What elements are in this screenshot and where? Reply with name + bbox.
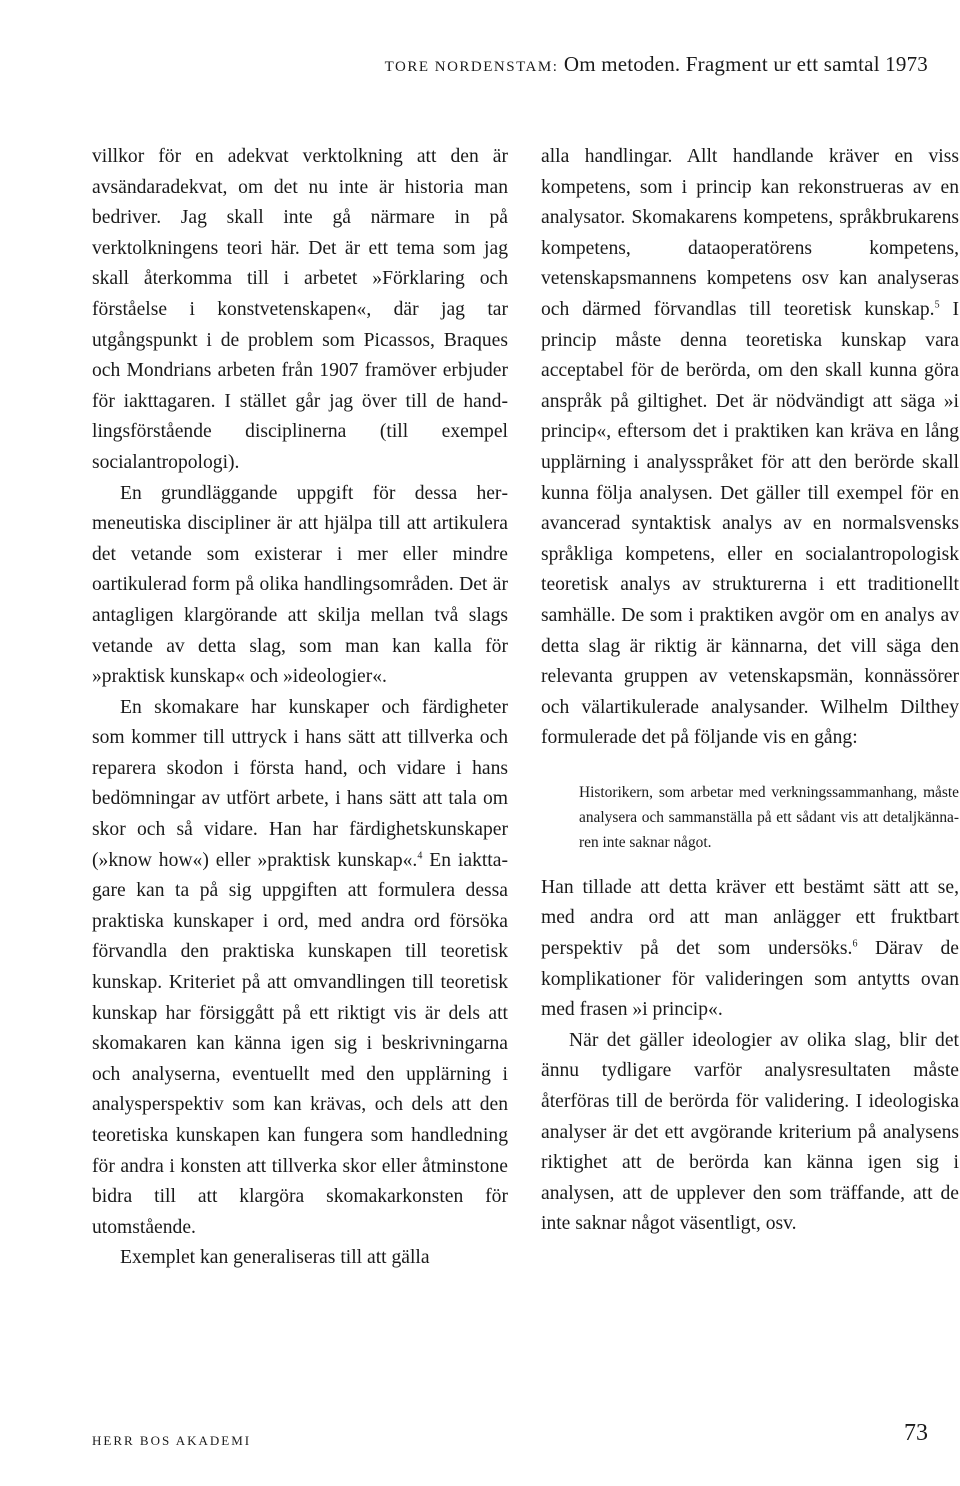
- header-title: Om metoden. Fragment ur ett samtal 1973: [563, 52, 928, 76]
- block-quote: Historikern, som arbetar med verkningssammanhang, måste analysera och sammanställa på ett sådant vis att detaljkänna- ren inte saknar något.: [579, 783, 959, 851]
- right-paragraph-3: När det gäller ideologier av olika slag, blir det ännu tydligare varför analysresultaten måste återföras till de berörda för validering. I ideologiska analyser är det ett avgörande kriterium på analysens riktighet att de berörda kan känna igen sig i analysen, att de upplever den som träffande, att de inte saknar något väsentligt, osv.: [541, 1029, 959, 1235]
- header-author: TORE NORDENSTAM:: [384, 59, 559, 75]
- right-paragraph-2: [541, 873, 959, 1026]
- running-header: [385, 52, 928, 77]
- left-paragraph-3-part-1: En skomakare har kunskaper och färdigheter som kommer till uttryck i hans sätt att tillverka och reparera skodon i första hand, och vidare i hans bedömningar av utfört arbete, i hans sätt att tala om skor och så vidare. Han har färdighetskunskaper (»know how«) eller »praktisk kunskap«.: [92, 696, 508, 871]
- right-paragraph-2-part-1: Han tillade att detta kräver ett bestämt sätt att se, med andra ord att man anlägger ett fruktbart perspektiv på det som undersöks.: [541, 876, 959, 960]
- left-paragraph-3: [92, 693, 508, 1244]
- right-paragraph-1: [541, 142, 959, 754]
- left-paragraph-4: Exemplet kan generaliseras till att gälla: [120, 1247, 430, 1269]
- left-paragraph-2: En grundläggande uppgift för dessa hermeneutiska discipliner är att hjälpa till att artikulera det vetande som existerar i mer eller mindre oartikulerad form på olika handlingsområden. Det är antagligen klargörande att skilja mellan två slags vetande av detta slag, som man kan kalla för »praktisk kunskap« och »ideologier«.: [92, 482, 508, 688]
- right-paragraph-2-part-2: Därav de komplikationer för valideringen som antytts ovan med frasen »i princip«.: [541, 938, 959, 1021]
- left-column: [92, 142, 508, 1274]
- left-paragraph-3-part-2: En iakttagare kan ta på sig uppgiften att formulera dessa praktiska kunskaper i ord, med andra ord försöka förvandla den praktiska kunskapen till teoretisk kunskap. Kriteriet på att omvandlingen till teoretisk kunskap har försiggått på ett riktigt vis är dels att skomakaren kan känna igen sig i beskrivningarna och analyserna, eventuellt med den upplärning i analysperspektiv som kan krävas, och dels att den teoretiska kunskapen kan fungera som handledning för andra i konsten att tillverka skor eller åtminstone bidra till att klargöra skomakarkonsten för utomstående.: [92, 849, 508, 1238]
- footnote-ref-6[interactable]: 6: [852, 938, 858, 950]
- page-number: 73: [904, 1420, 928, 1446]
- right-column: [541, 142, 959, 1240]
- right-paragraph-1-part-1: alla handlingar. Allt handlande kräver en viss kompetens, som i princip kan rekonstrueras av en analysator. Skomakarens kompetens, språkbrukarens kompetens, dataoperatörens kompetens, vetenskapsmannens kompetens osv kan analyseras och därmed förvandlas till teoretisk kunskap.: [541, 146, 959, 320]
- right-paragraph-1-part-2: I princip måste denna teoretiska kunskap vara acceptabel för de berörda, om den skall kunna göra anspråk på giltighet. Det är nödvändigt att säga »i princip«, eftersom det i praktiken kan kräva en lång upplärning i analysspråket för att den berörde skall kunna följa analysen. Det gäller till exempel för en avancerad syntaktisk analys av en normalsvensks språkliga kompetens, eller en socialantropologisk teoretisk analys av strukturerna i ett traditionellt samhälle. De som i praktiken avgör om en analys av detta slag är riktig är kännarna, det vill säga den relevanta gruppen av vetenskapsmän, konnässörer och välartikulerade analysander. Wilhelm Dilthey formulerade det på följande vis en gång:: [541, 298, 959, 749]
- footnote-ref-5[interactable]: 5: [934, 299, 940, 311]
- footer-journal: HERR BOS AKADEMI: [92, 1433, 252, 1448]
- footnote-ref-4[interactable]: 4: [417, 850, 423, 862]
- left-paragraph-1: villkor för en adekvat verktolkning att den är avsändaradekvat, om det nu inte är historia man bedriver. Jag skall inte gå närmare in på verktolkningens teori här. Det är ett tema som jag skall återkomma till i arbetet »Förklaring och förståelse i konstvetenskapen«, där jag tar utgångspunkt i de problem som Picassos, Braques och Mondrians arbeten från 1907 framöver erbjuder för iakttagaren. I stället går jag över till de hand- lingsförstående disciplinerna (till exempel socialantropologi).: [92, 146, 508, 473]
